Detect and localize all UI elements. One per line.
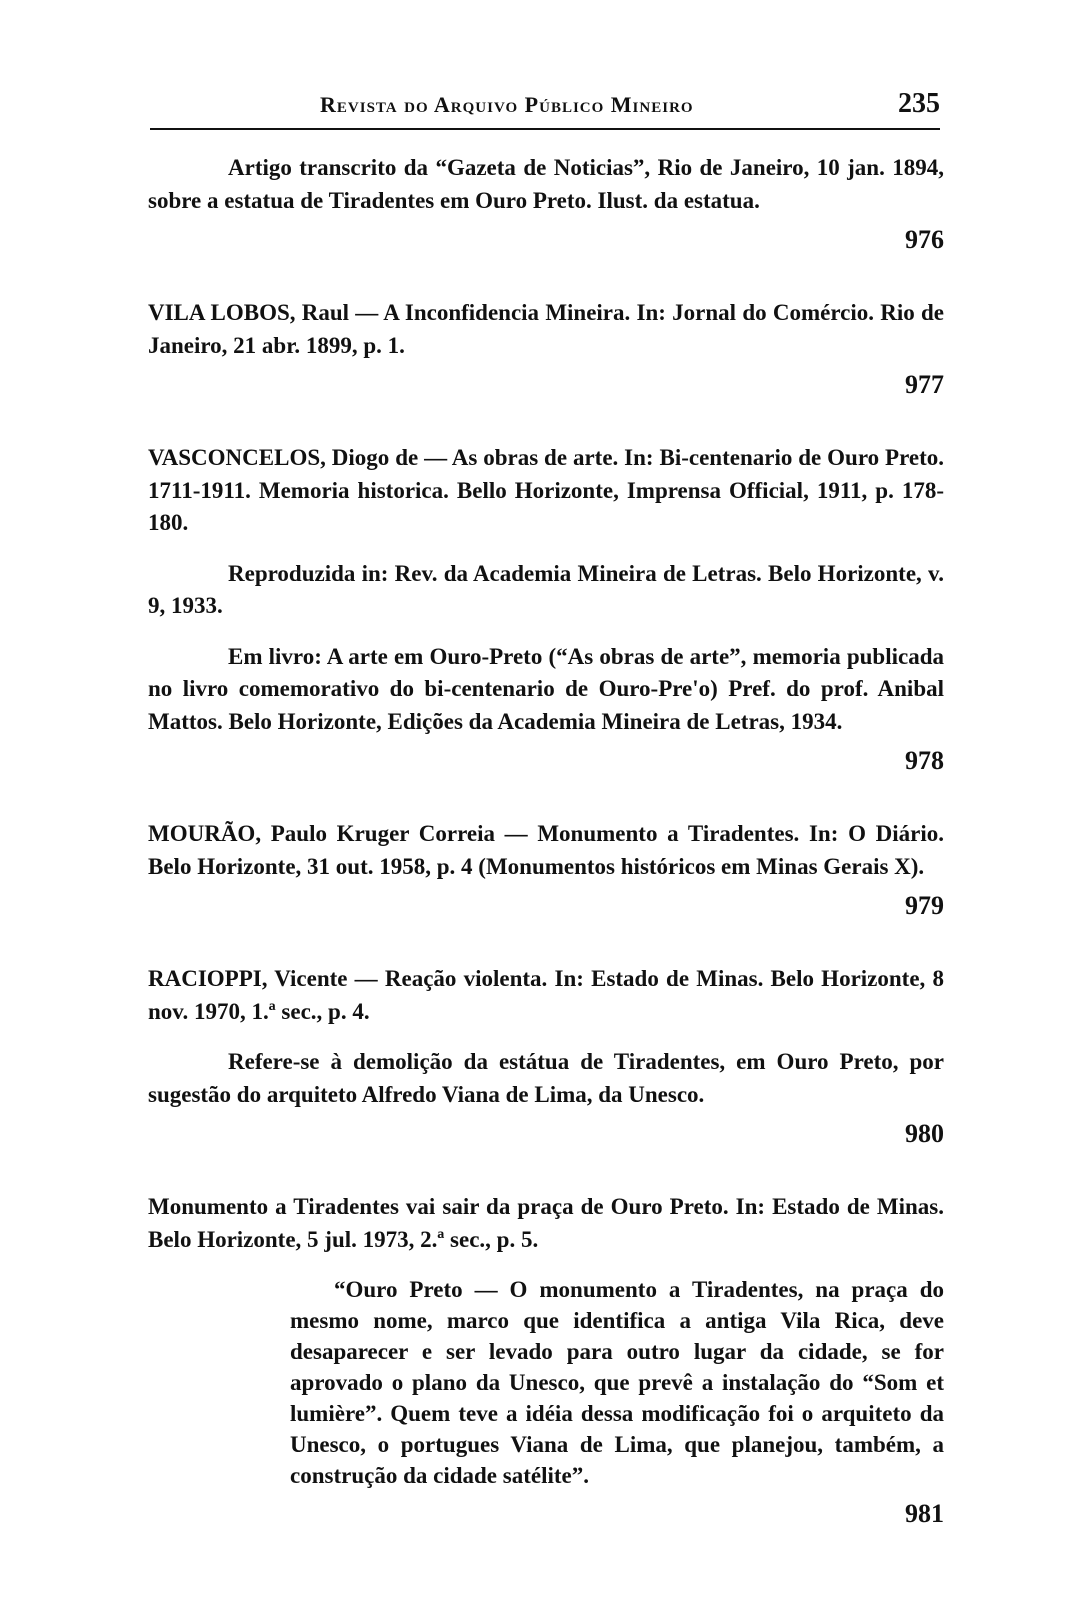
- entry-981: [148, 1191, 944, 1531]
- entry-980: [148, 963, 944, 1151]
- entry-text: MOURÃO, Paulo Kruger Correia — Monumento a Tiradentes. In: O Diário. Belo Horizonte, 31 out. 1958, p. 4 (Monumentos históricos em Minas Gerais X).: [148, 821, 944, 879]
- entry-number: 981: [905, 1499, 944, 1528]
- entry-978: [148, 442, 944, 778]
- entry-note: Em livro: A arte em Ouro-Preto (“As obras de arte”, memoria publicada no livro comemorativo do bi-centenario de Ouro-Pre'o) Pref. do prof. Anibal Mattos. Belo Horizonte, Edições da Academia Mineira de Letras, 1934.: [148, 643, 944, 734]
- entry-note: Reproduzida in: Rev. da Academia Mineira de Letras. Belo Horizonte, v. 9, 1933.: [148, 560, 944, 618]
- running-head: [150, 88, 940, 130]
- bibliography-entries: [148, 152, 944, 1531]
- entry-quote: “Ouro Preto — O monumento a Tiradentes, na praça do mesmo nome, marco que identifica a antiga Vila Rica, deve desaparecer e ser levado para outro lugar da cidade, se for aprovado o plano da Unesco, que prevê a instalação do “Som et lumière”. Quem teve a idéia dessa modificação foi o arquiteto da Unesco, o portugues Viana de Lima, que planejou, também, a construção da cidade satélite”.: [290, 1277, 944, 1488]
- entry-note: Refere-se à demolição da estátua de Tiradentes, em Ouro Preto, por sugestão do arquiteto Alfredo Viana de Lima, da Unesco.: [148, 1049, 944, 1107]
- entry-number: 978: [905, 746, 944, 775]
- entry-976: [148, 152, 944, 257]
- entry-number: 976: [905, 225, 944, 254]
- entry-text: RACIOPPI, Vicente — Reação violenta. In: Estado de Minas. Belo Horizonte, 8 nov. 1970, 1.ª sec., p. 4.: [148, 966, 944, 1024]
- entry-number: 977: [905, 370, 944, 399]
- entry-number: 979: [905, 891, 944, 920]
- running-title: Revista do Arquivo Público Mineiro: [320, 92, 694, 117]
- page-number: 235: [898, 88, 940, 119]
- entry-number: 980: [905, 1119, 944, 1148]
- entry-text: Monumento a Tiradentes vai sair da praça de Ouro Preto. In: Estado de Minas. Belo Horizonte, 5 jul. 1973, 2.ª sec., p. 5.: [148, 1194, 944, 1252]
- entry-text: Artigo transcrito da “Gazeta de Noticias”, Rio de Janeiro, 10 jan. 1894, sobre a estatua de Tiradentes em Ouro Preto. Ilust. da estatua.: [148, 155, 944, 213]
- entry-977: [148, 297, 944, 402]
- entry-text: VASCONCELOS, Diogo de — As obras de arte. In: Bi-centenario de Ouro Preto. 1711-1911. Memoria historica. Bello Horizonte, Imprensa Official, 1911, p. 178-180.: [148, 445, 944, 535]
- entry-979: [148, 818, 944, 923]
- entry-text: VILA LOBOS, Raul — A Inconfidencia Mineira. In: Jornal do Comércio. Rio de Janeiro, 21 abr. 1899, p. 1.: [148, 300, 944, 358]
